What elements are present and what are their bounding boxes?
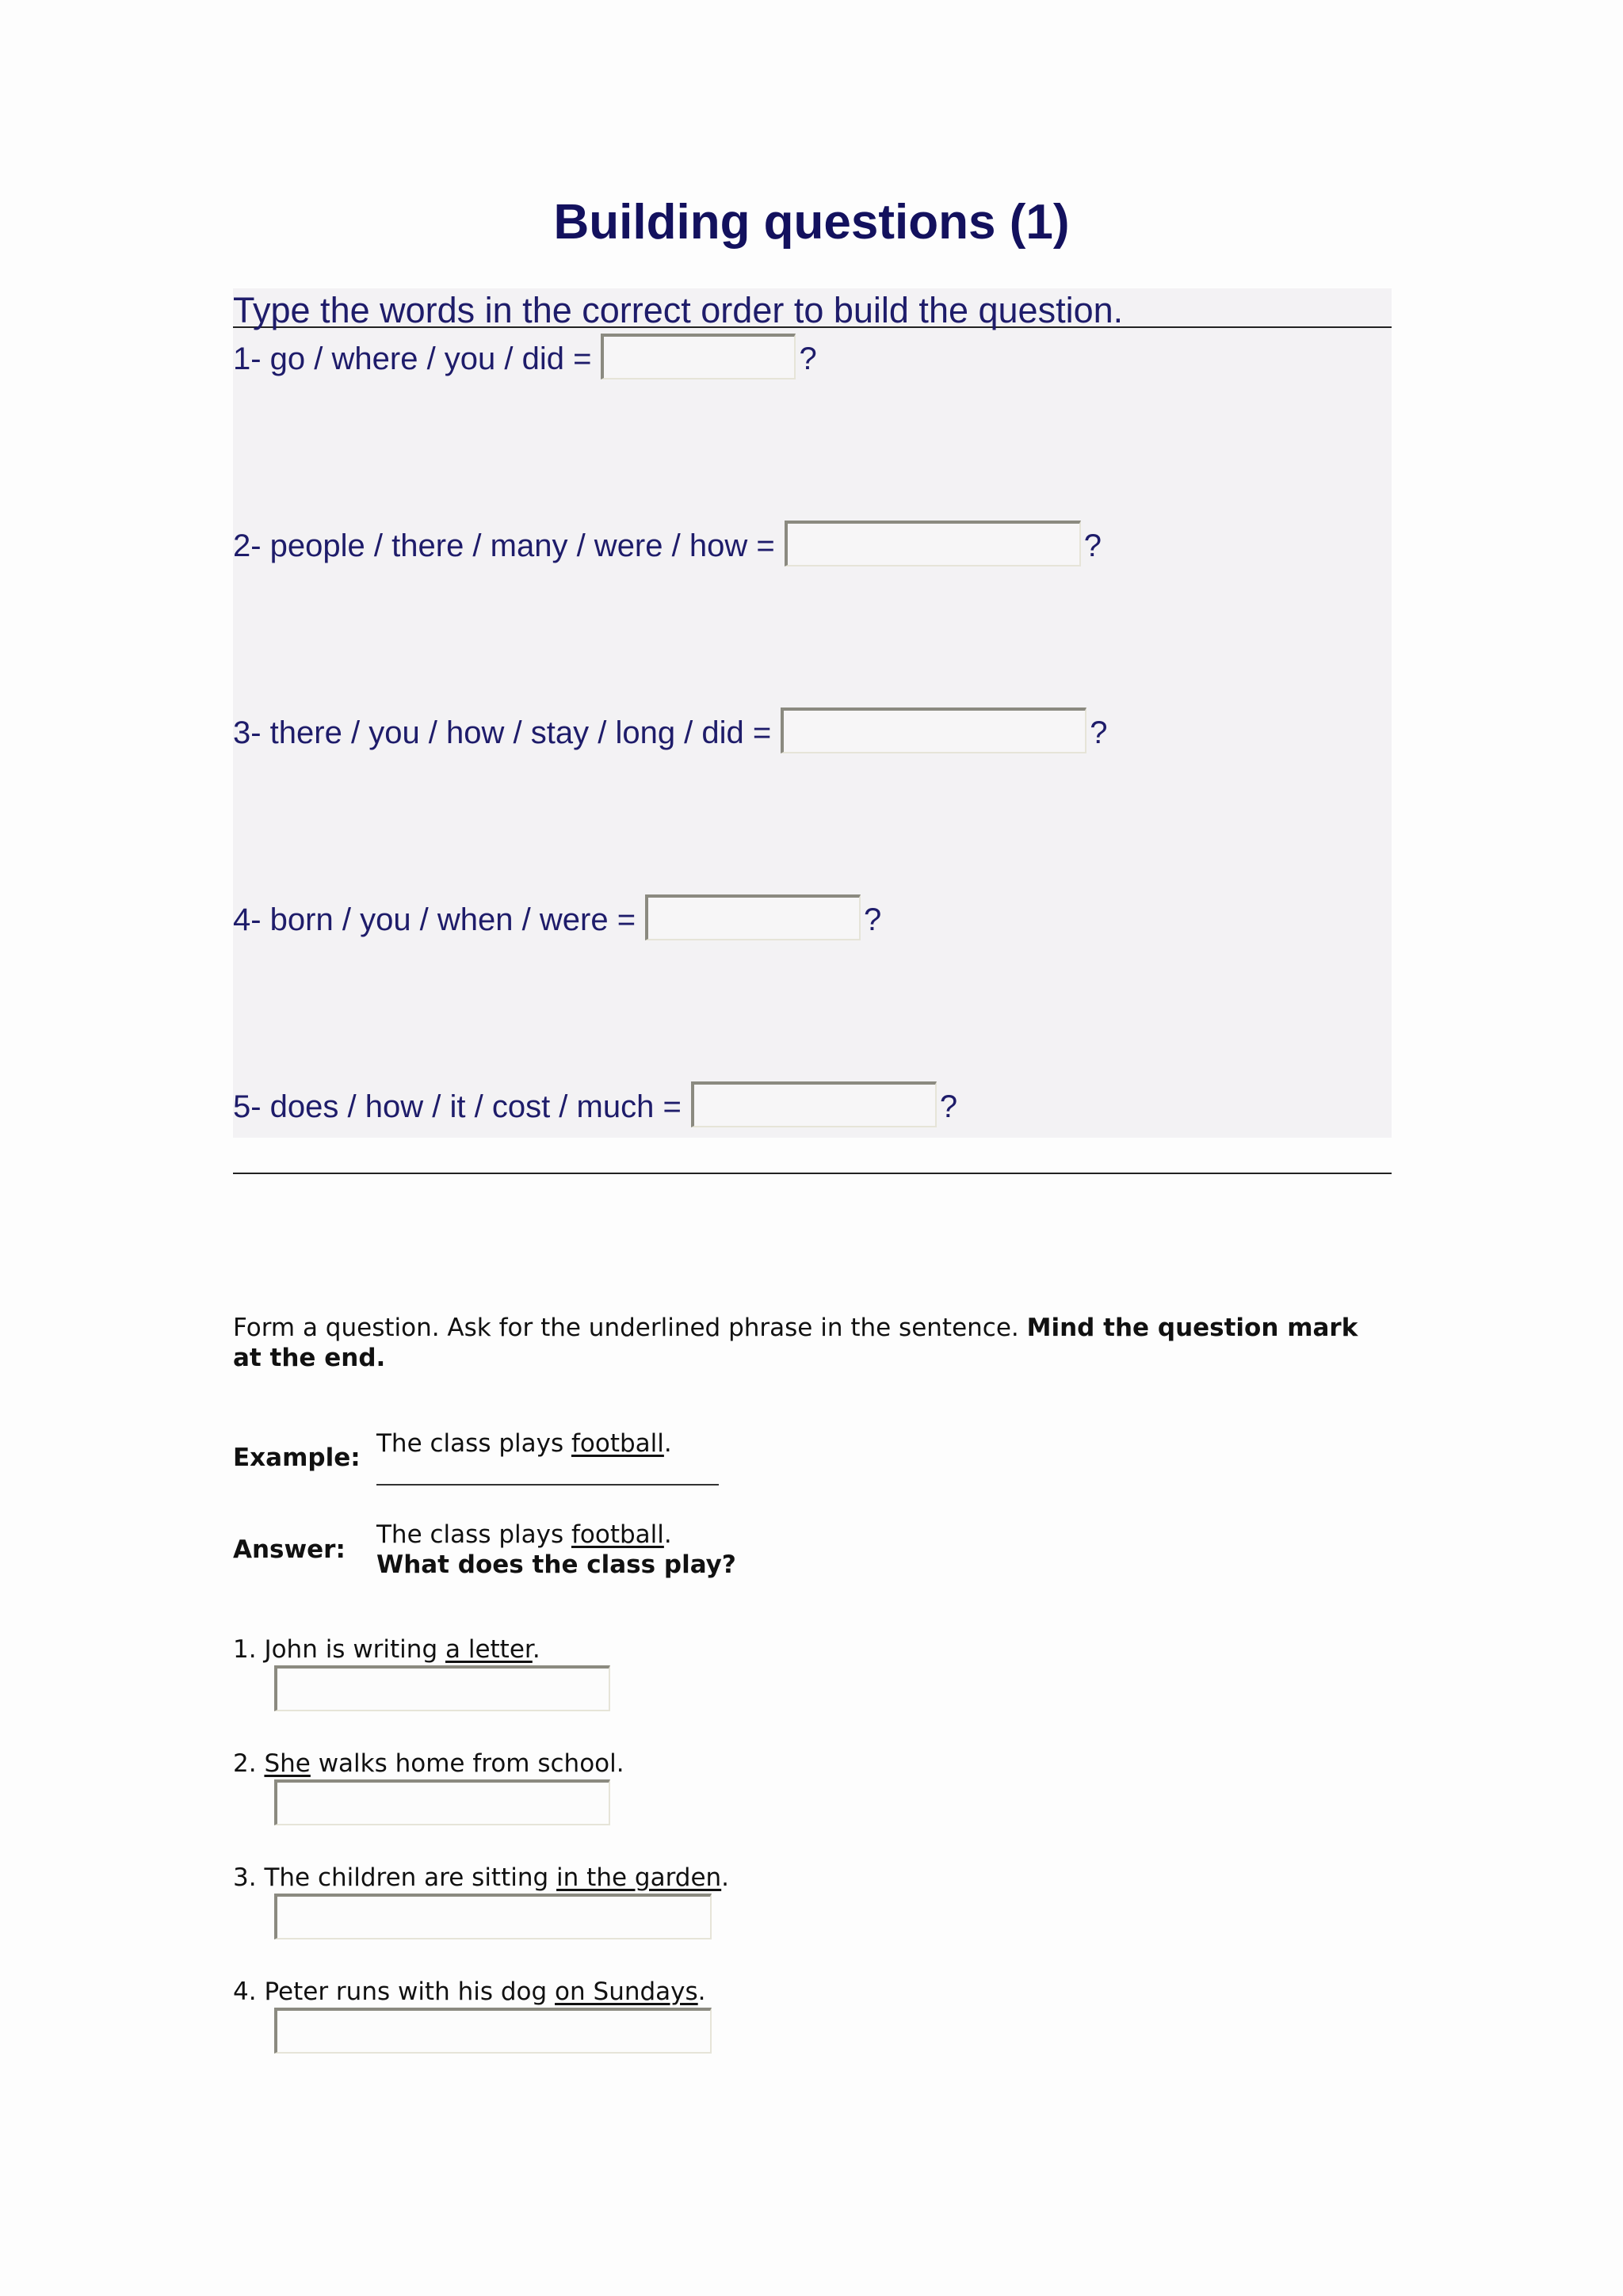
- exercise-1-instruction: Type the words in the correct order to build the question.: [233, 287, 1392, 328]
- sentence-text: .: [532, 1635, 540, 1664]
- underlined-phrase: football: [571, 1429, 664, 1458]
- sentence-text: The children are sitting: [264, 1863, 557, 1892]
- sentence-text: Peter runs with his dog: [264, 1978, 556, 2006]
- list-item: [233, 1749, 624, 1778]
- question-prompt: 1- go / where / you / did =: [233, 341, 592, 376]
- answer-input[interactable]: [781, 707, 1086, 753]
- answer-input[interactable]: [601, 334, 796, 379]
- example-divider: [376, 1484, 719, 1486]
- question-row: [233, 890, 881, 945]
- question-prompt: 4- born / you / when / were =: [233, 902, 636, 937]
- question-prompt: 3- there / you / how / stay / long / did =: [233, 715, 772, 750]
- sentence-text: .: [721, 1863, 730, 1892]
- list-item: [233, 1635, 540, 1664]
- sentence-text: .: [697, 1978, 706, 2006]
- item-number: 1.: [233, 1635, 257, 1664]
- exercise-2-instruction: [233, 1313, 1382, 1373]
- answer-label: Answer:: [233, 1535, 346, 1564]
- answer-question: What does the class play?: [376, 1550, 736, 1579]
- question-mark: ?: [864, 902, 882, 937]
- question-row: [233, 329, 817, 384]
- item-number: 4.: [233, 1978, 257, 2006]
- underlined-phrase: a letter: [445, 1635, 533, 1664]
- sentence-text: .: [663, 1520, 672, 1549]
- answer-input[interactable]: [274, 1779, 610, 1825]
- answer-input[interactable]: [274, 2008, 712, 2054]
- item-number: 2.: [233, 1749, 257, 1778]
- question-prompt: 2- people / there / many / were / how =: [233, 528, 775, 563]
- instruction-bold-text: Mind the question mark at the end.: [233, 1314, 1358, 1372]
- question-prompt: 5- does / how / it / cost / much =: [233, 1089, 682, 1124]
- sentence-text: The class plays: [376, 1429, 571, 1458]
- answer-input[interactable]: [691, 1081, 937, 1127]
- question-row: [233, 516, 1102, 571]
- sentence-text: .: [663, 1429, 672, 1458]
- list-item: [233, 1978, 706, 2006]
- underlined-phrase: football: [571, 1520, 664, 1549]
- answer-input[interactable]: [785, 521, 1081, 566]
- item-number: 3.: [233, 1863, 257, 1892]
- sentence-text: The class plays: [376, 1520, 571, 1549]
- answer-sentence: [376, 1520, 672, 1549]
- question-mark: ?: [939, 1089, 958, 1124]
- list-item: [233, 1863, 729, 1892]
- sentence-text: walks home from school.: [310, 1749, 624, 1778]
- answer-input[interactable]: [645, 894, 861, 940]
- question-row: [233, 1077, 957, 1132]
- underlined-phrase: She: [264, 1749, 311, 1778]
- answer-input[interactable]: [274, 1894, 712, 1939]
- divider: [233, 1173, 1392, 1174]
- page-title: Building questions (1): [553, 195, 1070, 250]
- underlined-phrase: on Sundays: [555, 1978, 698, 2006]
- example-label: Example:: [233, 1444, 361, 1472]
- question-row: [233, 703, 1108, 758]
- sentence-text: John is writing: [264, 1635, 445, 1664]
- question-mark: ?: [1083, 528, 1102, 563]
- example-sentence: [376, 1429, 672, 1458]
- instruction-text: Form a question. Ask for the underlined phrase in the sentence.: [233, 1314, 1019, 1342]
- question-mark: ?: [799, 341, 817, 376]
- question-mark: ?: [1090, 715, 1108, 750]
- underlined-phrase: in the garden: [556, 1863, 722, 1892]
- answer-input[interactable]: [274, 1665, 610, 1711]
